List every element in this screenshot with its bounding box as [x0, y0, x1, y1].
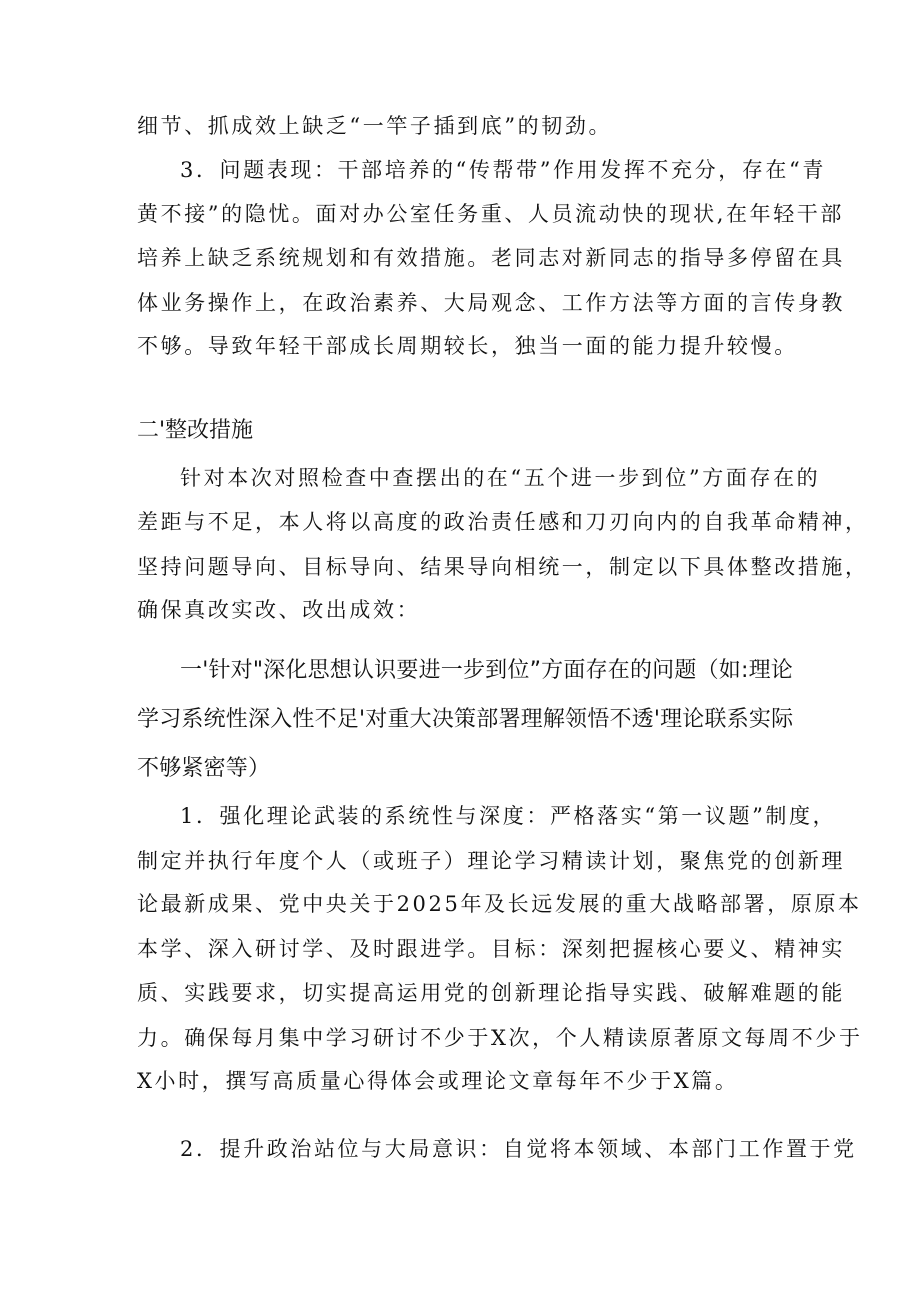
paragraph-line: 体业务操作上，在政治素养、大局观念、工作方法等方面的言传身教 [137, 291, 845, 315]
paragraph-line: 黄不接”的隐忧。面对办公室任务重、人员流动快的现状,在年轻干部 [137, 202, 845, 226]
section-heading: 二'整改措施 [137, 418, 254, 443]
subheading-line: 学习系统性深入性不足'对重大决策部署理解领悟不透'理论联系实际 [137, 707, 794, 732]
paragraph-line: 制定并执行年度个人（或班子）理论学习精读计划，聚焦党的创新理 [137, 849, 845, 873]
paragraph-line: 不够。导致年轻干部成长周期较长，独当一面的能力提升较慢。 [137, 334, 798, 358]
paragraph-measure-2-line: 2．提升政治站位与大局意识：自觉将本领域、本部门工作置于党 [180, 1137, 857, 1161]
paragraph-prev-tail-line: 细节、抓成效上缺乏“一竿子插到底”的韧劲。 [137, 114, 613, 138]
paragraph-line: 确保真改实改、改出成效： [137, 598, 421, 622]
paragraph-line: 本学、深入研讨学、及时跟进学。目标：深刻把握核心要义、精神实 [137, 937, 845, 961]
paragraph-line: 坚持问题导向、目标导向、结果导向相统一，制定以下具体整改措施， [137, 555, 869, 579]
paragraph-line: 质、实践要求，切实提高运用党的创新理论指导实践、破解难题的能 [137, 981, 845, 1005]
paragraph-line: 针对本次对照检查中查摆出的在“五个进一步到位”方面存在的 [180, 466, 821, 490]
paragraph-line: 1．强化理论武装的系统性与深度：严格落实“第一议题”制度， [180, 804, 837, 828]
subheading-line: 一'针对"深化思想认识要进一步到位”方面存在的问题（如:理论 [180, 658, 793, 683]
paragraph-line: 差距与不足，本人将以高度的政治责任感和刀刃向内的自我革命精神， [137, 510, 869, 534]
paragraph-line: 3．问题表现：干部培养的“传帮带”作用发挥不充分，存在“青 [180, 158, 826, 182]
paragraph-line: 力。确保每月集中学习研讨不少于X次，个人精读原著原文每周不少于 [137, 1026, 863, 1050]
subheading-line: 不够紧密等） [137, 756, 271, 781]
paragraph-line: 论最新成果、党中央关于2025年及长远发展的重大战略部署，原原本 [137, 892, 862, 916]
paragraph-line: X小时，撰写高质量心得体会或理论文章每年不少于X篇。 [137, 1069, 739, 1093]
paragraph-line: 培养上缺乏系统规划和有效措施。老同志对新同志的指导多停留在具 [137, 246, 845, 270]
